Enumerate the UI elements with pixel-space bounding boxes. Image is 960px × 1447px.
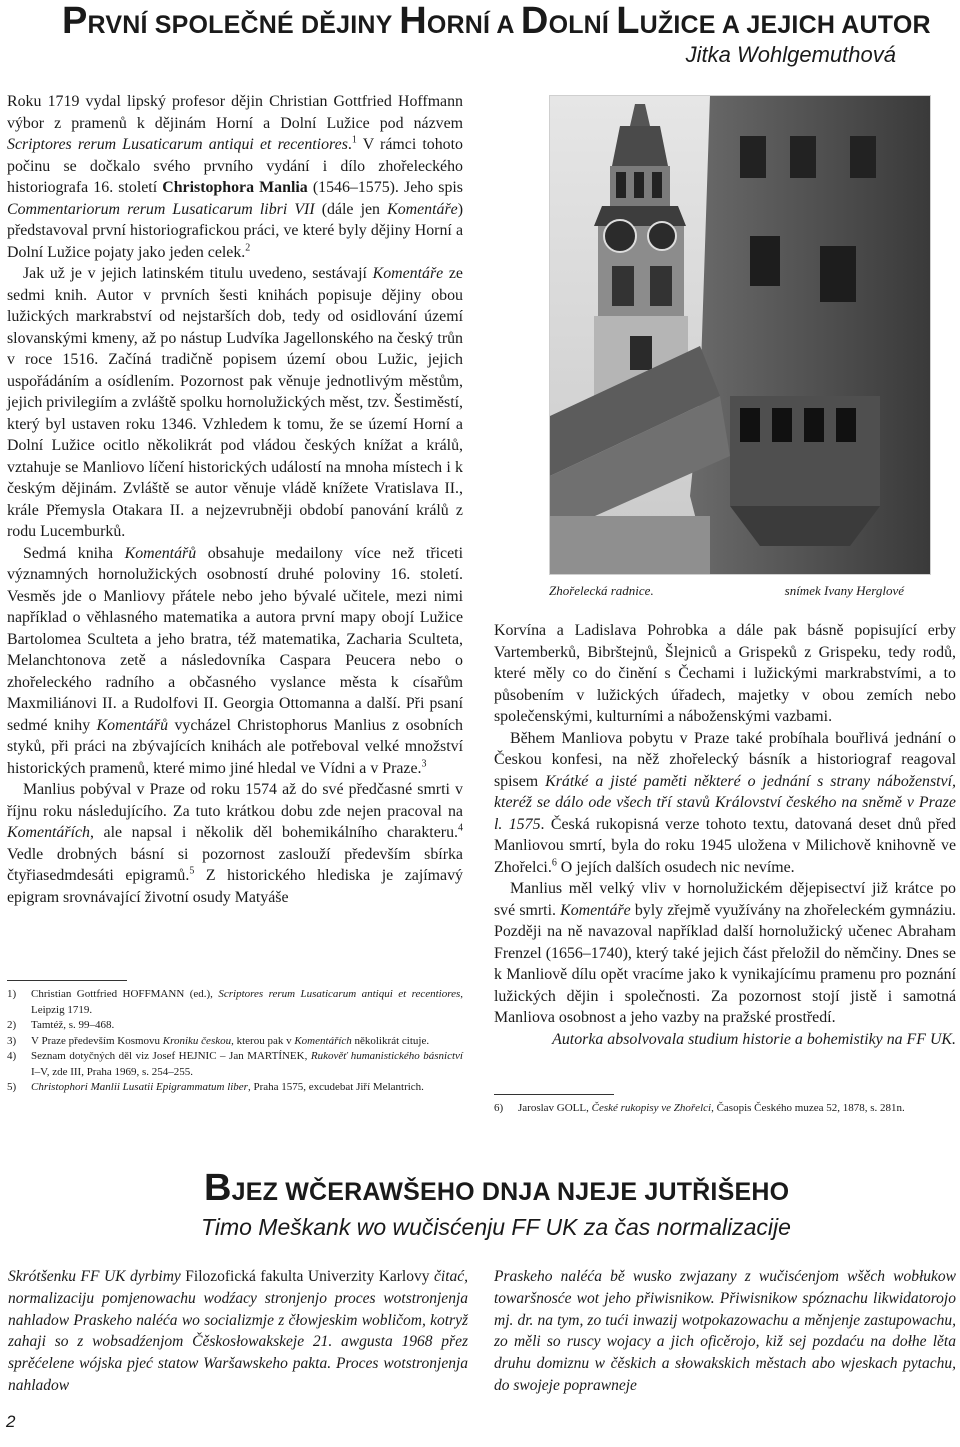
text-run: Scriptores rerum Lusaticarum antiqui et recentiores — [218, 988, 461, 1000]
footnote — [7, 1034, 463, 1050]
footnote — [494, 1101, 956, 1117]
text-run: . — [347, 136, 352, 153]
text-run: Jak už je v jejich latinském titulu uvedeno, sestávají — [23, 265, 373, 282]
photo-caption-title: Zhořelecká radnice. — [549, 583, 654, 598]
title-part: ORNÍ A — [426, 11, 521, 39]
text-run: Autorka absolvovala studium historie a bohemistiky na FF UK. — [552, 1030, 956, 1048]
text-run: vycházel Christophorus Manlius z osobních styků, při práci na zbývajících knihách ale potřeboval velké množství historických pramenů, které mimo jiné hledal ve Vídni a v Praze. — [7, 716, 463, 777]
footnote — [7, 987, 463, 1018]
paragraph — [7, 779, 463, 908]
paragraph — [7, 91, 463, 263]
article-right-column — [494, 620, 956, 1050]
town-hall-image — [550, 96, 930, 574]
text-run: Roku 1719 vydal lipský profesor dějin Christian Gottfried Hoffmann výbor z pramenů k dějinám Horní a Dolní Lužice pod názvem — [7, 93, 463, 132]
text-run: Sedmá kniha — [23, 544, 125, 562]
paragraph — [494, 620, 956, 728]
text-run: Vedle drobných básní si pozornost zaslouží především sbírka čtyřiasedmdesáti epigramů. — [7, 845, 463, 884]
article-title — [62, 0, 931, 43]
article2-title — [204, 1167, 789, 1210]
text-run: ) představoval první historiografickou práci, ve které byly dějiny Horní a Dolní Lužice pojaty jako jeden celek. — [7, 200, 464, 261]
title-part: RVNÍ SPOLEČNÉ DĚJINY — [87, 11, 400, 39]
text-run: V Praze především Kosmovu — [31, 1034, 163, 1047]
text-run: Kroniku českou — [162, 1034, 232, 1047]
text-run: Krátké a jisté paměti některé o jednání s strany náboženství, kteréž se dálo ode všech tří stavů Království českého na sněmě v Praze l. 1575 — [494, 772, 956, 833]
text-run: čitać, normalizaciju pomjenowachu wodźacy stronjenjo proces wotstronjenja nahladow Praskeho naléća wo socializmje z čłowjeskim wobličom, kotryž zahaji so z wobsadźenjom Čěskosłowakskeje 21. awgusta 1968 přez sprěćelene wójska pjeć statow Waršawskeho pakta. Proces wotstronjenja nahladow — [8, 1268, 468, 1394]
footnote-number: 4) — [7, 1050, 17, 1062]
title-part: JEZ WČERAWŠEHO DNJA NJEJE JUTŘIŠEHO — [231, 1178, 790, 1206]
footnote-number: 1) — [7, 988, 17, 1000]
text-run: Praskeho naléća bě wusko zwjazany z wučisćenjom wšěch wobłukow towaršnosće wot jeho přiwisnikow. Přiwisnikow spóznachu likwidatorojo mj. dr. na tym, zo tući inwazij wotpokazowachu a měnjenje zastupowachu, zo měli so ruscy wojacy a jich oficěrojo, kiž sej pozdaću na dołhe lěta druhu domiznu w čěskich a słowakskich městach abo wjeskach pytachu, do swojeje poprawneje — [494, 1268, 956, 1394]
footnote-ref: 4 — [458, 822, 463, 834]
footnote — [7, 1080, 463, 1096]
text-run: , ale napsal i několik děl bohemikálního charakteru. — [89, 824, 458, 841]
photo-caption — [549, 583, 904, 599]
footnote-ref: 6 — [551, 857, 557, 869]
text-run: Filozofická fakulta Univerzity Karlovy — [185, 1268, 430, 1285]
article-author: Jitka Wohlgemuthová — [685, 42, 896, 67]
text-run: I–V, zde III, Praha 1969, s. 254–255. — [31, 1065, 194, 1078]
paragraph — [494, 728, 956, 879]
town-hall-photo — [549, 95, 931, 575]
text-run: Komentáře — [560, 901, 631, 919]
text-run: Scriptores rerum Lusaticarum antiqui et recentiores — [7, 136, 348, 153]
footnote — [7, 1049, 463, 1080]
title-part: L — [616, 0, 640, 42]
text-run: Komentářů — [96, 716, 169, 734]
text-run: Komentáře — [387, 200, 458, 218]
footnote-number: 5) — [7, 1081, 17, 1093]
text-run: byly zřejmě využívány na zhořeleckém gymnáziu. Později na ně navazoval například další hornolužický učenec Abraham Frenzel (1656–1740), který také jejich část přeložil do němčiny. Dnes se k Manliově dílu opět vracíme jako k vynikajícímu pramenu pro poznání lužických dějin i společnosti. Za pozornost stojí jistě i samotná Manliova osobnost a jeho vazby na pražské prostředí. — [494, 901, 956, 1026]
paragraph — [7, 263, 463, 543]
footnote-rule — [7, 980, 127, 981]
article2-right-column — [494, 1266, 956, 1397]
text-run: Christophora Manlia — [162, 179, 308, 196]
text-run: (1546–1575). Jeho spis — [307, 179, 463, 196]
text-run: Manlius měl velký vliv v hornolužickém dějepisectví již krátce po své smrti. — [494, 880, 956, 919]
article2-left-column — [8, 1266, 468, 1397]
text-run: O jejích dalších osudech nic nevíme. — [556, 858, 795, 876]
text-run: Komentářích — [7, 824, 90, 841]
paragraph — [494, 878, 956, 1029]
text-run: Skrótšenku FF UK dyrbimy — [8, 1268, 186, 1285]
article2-subtitle: Timo Meškank wo wučisćenju FF UK za čas normalizacije — [201, 1214, 791, 1240]
title-part: P — [62, 0, 88, 42]
text-run: Jaroslav GOLL, — [518, 1102, 592, 1114]
text-run: ze sedmi knih. Autor v prvních šesti knihách popisuje dějiny obou lužických markrabství od nejstarších dob, tedy od osidlování území slovanskými kmeny, až po nástup Ludvíka Jagellonského na český trůn v roce 1516. Začíná tradičně popisem území obou Lužic, jejich uspořádáním a osídlením. Pozornost pak věnuje jednotlivým městům, jejich privilegiím a zvláště spolku hornolužických měst, tzv. Šestiměstí, který byl ustaven roku 1346. Vzhledem k tomu, že se území Horní a Dolní Lužice ocitlo několikrát pod vládou českých knížat a králů, vztahuje se Manliovo líčení historických událostí na mnoha místech i k českým dějinám. Zvláště se autor věnuje vládě knížete Vratislava II., krále Přemysla Otakara II. a nejzevrubněji období panování králů z rodu Lucemburků. — [7, 265, 463, 540]
footnote-ref: 3 — [421, 758, 427, 770]
footnotes-left — [7, 987, 463, 1096]
text-run: několikrát cituje. — [351, 1034, 430, 1047]
footnote-ref: 1 — [351, 134, 357, 146]
footnote-rule-right — [494, 1094, 614, 1095]
text-run: Commentariorum rerum Lusaticarum libri VII — [7, 200, 315, 218]
footnote-number: 2) — [7, 1019, 17, 1031]
text-run: Rukověť humanistického básnictví — [310, 1050, 463, 1062]
text-run: Manlius pobýval v Praze od roku 1574 až do své předčasné smrti v říjnu roku následujícího. Za tuto krátkou dobu zde nejen pracoval na — [7, 781, 463, 820]
paragraph — [7, 543, 463, 780]
text-run: České rukopisy ve Zhořelci — [591, 1102, 712, 1114]
title-part: H — [399, 0, 427, 42]
text-run: Komentáře — [372, 265, 444, 282]
title-part: UŽICE A JEJICH AUTOR — [639, 11, 931, 39]
text-run: Během Manliova pobytu v Praze také probíhala bouřlivá jednání o Českou konfesi, na něž zhořelecký básník a historiograf reagoval spisem — [494, 729, 956, 790]
text-run: Komentářích — [294, 1034, 352, 1047]
text-run: , Časopis Českého muzea 52, 1878, s. 281n. — [711, 1102, 905, 1114]
footnote-ref: 5 — [189, 865, 195, 877]
page-number: 2 — [6, 1412, 16, 1431]
text-run: Seznam dotyčných děl viz Josef HEJNIC – Jan MARTÍNEK, — [31, 1050, 311, 1062]
text-run: Christophori Manlii Lusatii Epigrammatum liber — [31, 1081, 248, 1093]
text-run: , kterou pak v — [231, 1034, 295, 1047]
title-part: B — [204, 1167, 232, 1209]
text-run: , Praha 1575, excudebat Jiří Melantrich. — [247, 1081, 424, 1093]
text-run: Christian Gottfried HOFFMANN (ed.), — [31, 988, 219, 1000]
text-run: Z historického hlediska je zajímavý epigram srovnávající životní osudy Matyáše — [7, 867, 463, 906]
footnotes-right — [494, 1101, 956, 1117]
article-left-column — [7, 91, 463, 908]
title-part: D — [520, 0, 549, 42]
paragraph — [494, 1029, 956, 1051]
text-run: , Leipzig 1719. — [31, 988, 463, 1016]
text-run: Tamtéž, s. 99–468. — [31, 1019, 115, 1031]
text-run: obsahuje medailony více než třiceti významných hornolužických osobností druhé poloviny 16. století. Vesměs jde o Manliovy přátele nebo jeho bývalé učitele, mezi nimi například o věhlasného matematika a autora první mapy obojí Lužice Bartolomea Sculteta a jeho bratra, též matematika, Zacharia Sculteta, Melanchtonova zetě a následovníka Caspara Peucera nebo o zhořeleckého radního a občasného vyslance města k císařům Maxmiliánovi II. a Rudolfovi II. Georgia Ottomanna a další. Při psaní sedmé knihy — [7, 544, 463, 734]
footnote — [7, 1018, 463, 1034]
footnote-ref: 2 — [245, 242, 251, 254]
text-run: Korvína a Ladislava Pohrobka a dále pak básně popisující erby Vartemberků, Bibrštejnů, Šlejniců a Grispeků z Grispeku, tedy rodů, které měly co do činění s Čechami i lužickými markrabstvími, a to působením v lužických úřadech, majetky v obou zemích nebo společenskými, kulturními a náboženskými vazbami. — [494, 622, 956, 725]
text-run: V rámci tohoto počinu se dočkalo svého prvního vydání i dílo zhořeleckého historiografa 16. století — [7, 136, 463, 196]
title-part: OLNÍ — [548, 11, 617, 39]
text-run: . Česká rukopisná verze tohoto textu, datovaná deset dnů před Manliovou smrtí, byla do roku 1945 uložena v Milichově knihovně ve Zhořelci. — [494, 815, 956, 876]
text-run: (dále jen — [314, 200, 388, 218]
footnote-number: 6) — [494, 1102, 504, 1114]
photo-credit: snímek Ivany Herglové — [784, 583, 904, 598]
text-run: Komentářů — [124, 544, 197, 562]
footnote-number: 3) — [7, 1034, 17, 1047]
